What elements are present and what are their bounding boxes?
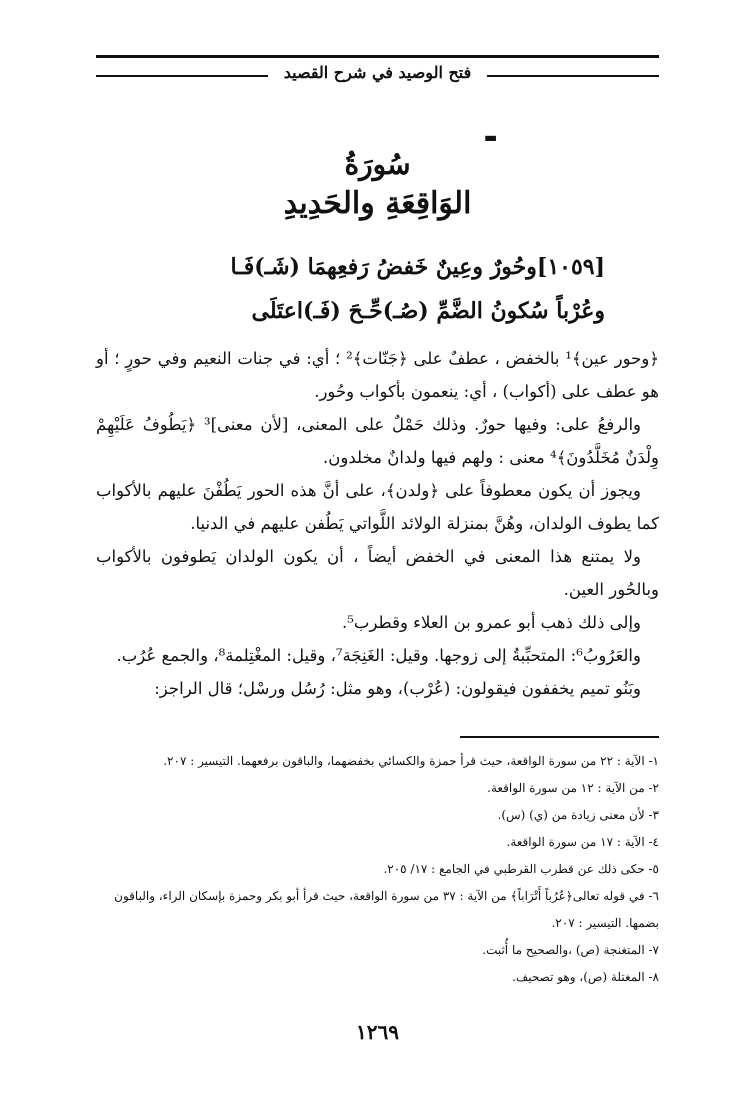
footnote-6: ٦- في قوله تعالى﴿عُرُباً أَتْرَاباً﴾ من الآية : ٣٧ من سورة الواقعة، حيث قرأ أبو بكر وحمزة بإسكان الراء، والباقون بضمها. التيسير : ٢٠٧. — [114, 889, 659, 930]
paragraph-7: وبَنُو تميم يخففون فيقولون: (عُرْب)، وهو مثل: رُسُل ورسْل؛ قال الراجز: — [154, 679, 641, 698]
page-number: ١٢٦٩ — [356, 1020, 399, 1044]
ornament-mark: ▬ — [484, 130, 498, 146]
footnote-4: ٤- الآية : ١٧ من سورة الواقعة. — [506, 835, 659, 849]
surah-heading-line2: الوَاقِعَةِ والحَدِيدِ — [283, 186, 472, 221]
footnote-2: ٢- من الآية : ١٢ من سورة الواقعة. — [487, 781, 659, 795]
footnote-7: ٧- المتغنجة (ص) ،والصحيح ما أُثبت. — [482, 943, 659, 957]
footnote-1: ١- الآية : ٢٢ من سورة الواقعة، حيث قرأ حمزة والكسائي بخفضهما، والباقون برفعهما. التيسير : ٢٠٧. — [163, 754, 659, 768]
verse-line-2: وعُرْباً سُكونُ الضَّمِّ (صُـ)حِّـحَ (فَـ)اعتَلَى — [251, 298, 605, 324]
header-title: فتح الوصيد في شرح القصيد — [283, 63, 472, 82]
surah-heading-line1: سُورَةُ — [344, 148, 411, 181]
paragraph-1: ﴿وحور عين﴾¹ بالخفض ، عطفٌ على ﴿جَنّات﴾² ؛ أي: في جنات النعيم وفي حورٍ ؛ أو هو عطف على (أكواب) ، أي: ينعمون بأكواب وحُور. — [96, 349, 659, 401]
running-header — [96, 55, 659, 95]
footnote-separator — [460, 736, 659, 738]
header-top-rule — [96, 55, 659, 58]
paragraph-3: ويجوز أن يكون معطوفاً على ﴿ولدن﴾، على أنَّ هذه الحور يَطُفْنَ عليهم بالأكواب كما يطوف الولدان، وهُنَّ بمنزلة الولائد اللَّواتي يَطُفن عليهم في الدنيا. — [96, 481, 659, 533]
commentary-body — [96, 342, 659, 705]
paragraph-2: والرفعُ على: وفيها حورٌ. وذلك حَمْلٌ على المعنى، [لأن معنى]³ ﴿يَطُوفُ عَلَيْهِمْ وِلْدَنٌ مُخَلَّدُونَ﴾⁴ معنى : ولهم فيها ولدانٌ مخلدون. — [96, 415, 659, 467]
footnote-8: ٨- المغتلة (ص)، وهو تصحيف. — [512, 970, 659, 984]
footnotes — [96, 748, 659, 991]
paragraph-5: وإلى ذلك ذهب أبو عمرو بن العلاء وقطرب⁵. — [342, 613, 641, 632]
verse-line-1: [١٠٥٩]وحُورٌ وعِينٌ خَفضُ رَفعِهمَا (شَـ)فَـا — [230, 254, 605, 280]
paragraph-6: والعَرُوبُ⁶: المتحبِّبةُ إلى زوجها. وقيل: الغَنِجَة⁷، وقيل: المغْتِلمة⁸، والجمع عُرُب. — [116, 646, 641, 665]
paragraph-4: ولا يمتنع هذا المعنى في الخفض أيضاً ، أن يكون الولدان يَطوفون بالأكواب وبالحُور العين. — [96, 547, 659, 599]
footnote-3: ٣- لأن معنى زيادة من (ي) (س). — [497, 808, 659, 822]
footnote-5: ٥- حكى ذلك عن قطرب القرطبي في الجامع : ١٧/ ٢٠٥. — [383, 862, 659, 876]
